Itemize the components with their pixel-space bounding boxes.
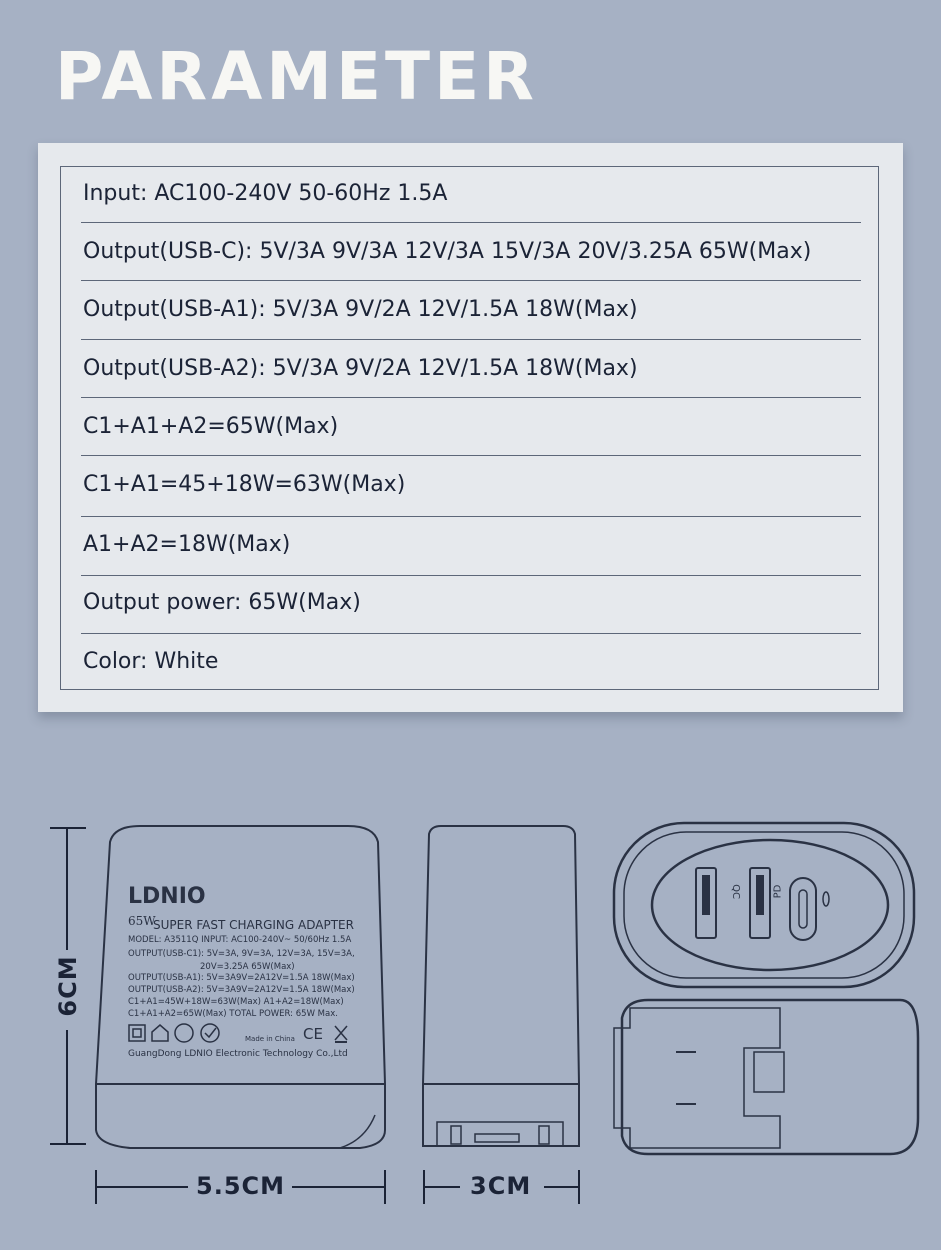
spec-color: Color: White <box>83 649 219 674</box>
adapter-port-view <box>610 820 920 990</box>
depth-label: 3CM <box>470 1172 532 1200</box>
adapter-side-view <box>415 820 585 1160</box>
page-title: PARAMETER <box>55 38 538 115</box>
made-in: Made in China <box>245 1035 295 1043</box>
watt-mark: 65W <box>128 914 156 928</box>
divider <box>81 339 861 340</box>
device-maker: GuangDong LDNIO Electronic Technology Co.,Ltd <box>128 1049 348 1059</box>
spec-output-usb-a1: Output(USB-A1): 5V/3A 9V/2A 12V/1.5A 18W(Max) <box>83 297 638 322</box>
divider <box>81 633 861 634</box>
device-out-c2: 20V=3.25A 65W(Max) <box>200 962 295 972</box>
spec-combo-c1-a1: C1+A1=45+18W=63W(Max) <box>83 472 406 497</box>
certification-icons <box>128 1022 248 1044</box>
device-combo2: C1+A1+A2=65W(Max) TOTAL POWER: 65W Max. <box>128 1009 338 1019</box>
spec-combo-a1-a2: A1+A2=18W(Max) <box>83 532 291 557</box>
ce-weee-icons <box>303 1022 353 1044</box>
height-cap-bottom <box>50 1143 86 1145</box>
height-cap-top <box>50 827 86 829</box>
device-out-a1: OUTPUT(USB-A1): 5V=3A9V=2A12V=1.5A 18W(Max) <box>128 973 355 983</box>
height-label: 6CM <box>54 955 82 1017</box>
width-cap-left <box>95 1170 97 1204</box>
device-heading: SUPER FAST CHARGING ADAPTER <box>153 918 354 932</box>
adapter-plug-view <box>600 998 925 1158</box>
qc-label: QC <box>729 884 741 899</box>
spec-frame <box>60 166 879 690</box>
depth-cap-left <box>423 1170 425 1204</box>
spec-output-usb-c: Output(USB-C): 5V/3A 9V/3A 12V/3A 15V/3A 20V/3.25A 65W(Max) <box>83 239 812 264</box>
divider <box>81 455 861 456</box>
divider <box>81 575 861 576</box>
device-out-a2: OUTPUT(USB-A2): 5V=3A9V=2A12V=1.5A 18W(Max) <box>128 985 355 995</box>
spec-output-power: Output power: 65W(Max) <box>83 590 361 615</box>
spec-card <box>38 143 903 712</box>
device-model: MODEL: A3511Q INPUT: AC100-240V~ 50/60Hz 1.5A <box>128 935 352 945</box>
pd-label: PD <box>772 884 784 899</box>
device-out-c1: OUTPUT(USB-C1): 5V=3A, 9V=3A, 12V=3A, 15V=3A, <box>128 949 355 959</box>
spec-combo-c1-a1-a2: C1+A1+A2=65W(Max) <box>83 414 339 439</box>
spec-input: Input: AC100-240V 50-60Hz 1.5A <box>83 181 448 206</box>
divider <box>81 222 861 223</box>
divider <box>81 397 861 398</box>
divider <box>81 516 861 517</box>
svg-text:CE: CE <box>303 1025 323 1043</box>
divider <box>81 280 861 281</box>
width-cap-right <box>384 1170 386 1204</box>
brand-logo: LDNIO <box>128 884 206 909</box>
device-combo1: C1+A1=45W+18W=63W(Max) A1+A2=18W(Max) <box>128 997 344 1007</box>
spec-output-usb-a2: Output(USB-A2): 5V/3A 9V/2A 12V/1.5A 18W(Max) <box>83 356 638 381</box>
depth-cap-right <box>578 1170 580 1204</box>
width-label: 5.5CM <box>196 1172 286 1200</box>
